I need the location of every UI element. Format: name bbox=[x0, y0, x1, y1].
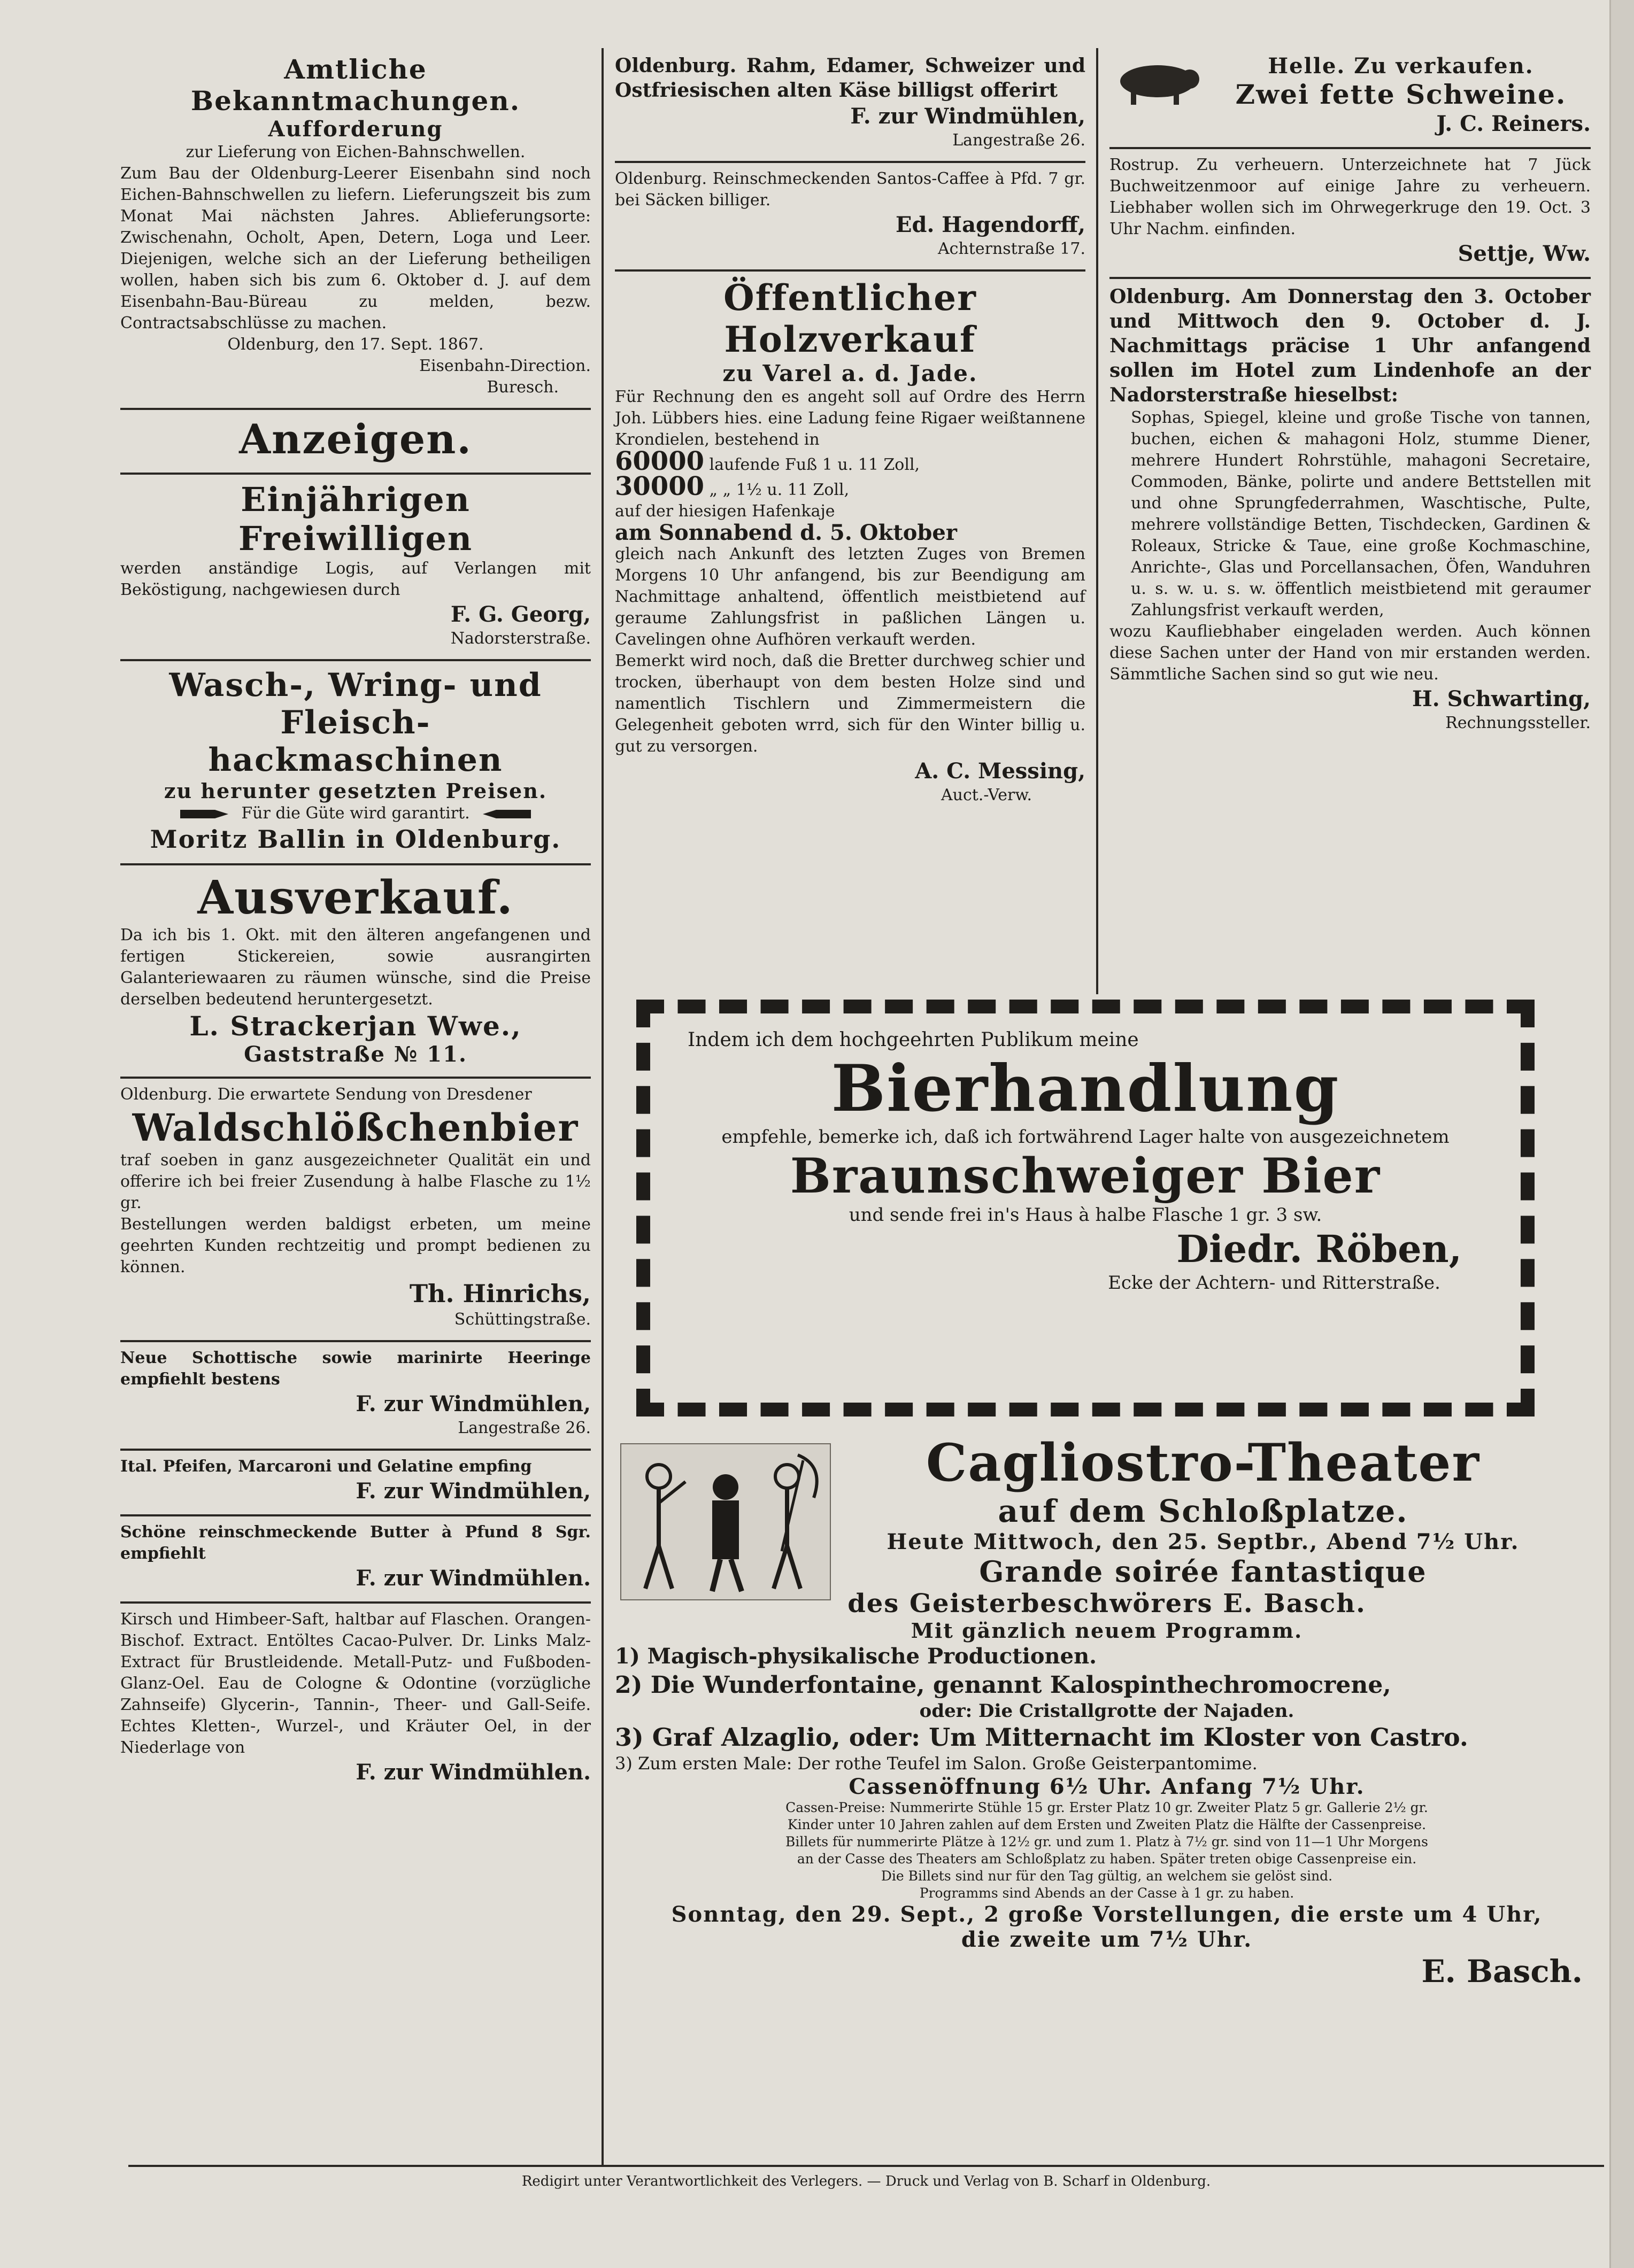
subtitle: Grande soirée fantastique bbox=[979, 1554, 1427, 1589]
text: traf soeben in ganz ausgezeichneter Qualität ein und offerire ich bei freier Zusendung à halbe Flasche zu 1½ gr. bbox=[120, 1151, 591, 1212]
advertiser: L. Strackerjan Wwe., bbox=[189, 1010, 522, 1042]
butter-ad bbox=[120, 1516, 591, 1604]
program-item: 3) Zum ersten Male: Der rothe Teufel im Salon. Große Geisterpantomime. bbox=[615, 1753, 1258, 1774]
bierhandlung-ad-frame bbox=[636, 1000, 1535, 1416]
text: Bemerkt wird noch, daß die Bretter durchweg schier und trocken, überhaupt von dem besten Holze sind und namentlich Tischlern und Zimmermeistern die Gelegenheit geboten wrrd, sich für den Winter billig u. gut zu versorgen. bbox=[615, 652, 1085, 756]
text: Oldenburg. Reinschmeckenden Santos-Caffee à Pfd. 7 gr. bei Säcken billiger. bbox=[615, 169, 1085, 210]
advertiser: Settje, Ww. bbox=[1458, 241, 1591, 266]
text: Billets für nummerirte Plätze à 12½ gr. und zum 1. Platz à 7½ gr. sind von 11—1 Uhr Morgens bbox=[785, 1834, 1428, 1849]
prices: Cassen-Preise: Nummerirte Stühle 15 gr. Erster Platz 10 gr. Zweiter Platz 5 gr. Gallerie 2½ gr. bbox=[785, 1800, 1428, 1815]
pfeifen-ad bbox=[120, 1451, 591, 1516]
text: Indem ich dem hochgeehrten Publikum meine bbox=[688, 1029, 1139, 1051]
text: Sonntag, den 29. Sept., 2 große Vorstellungen, die erste um 4 Uhr, bbox=[671, 1902, 1543, 1927]
text: Oldenburg. Rahm, Edamer, Schweizer und Ostfriesischen alten Käse billigst offerirt bbox=[615, 55, 1085, 102]
program-item: 2) Die Wunderfontaine, genannt Kalospinthechromocrene, bbox=[615, 1671, 1391, 1699]
text: empfehle, bemerke ich, daß ich fortwährend Lager halte von ausgezeichnetem bbox=[721, 1126, 1450, 1148]
text: zur Lieferung von Eichen-Bahnschwellen. bbox=[186, 143, 526, 161]
text: Da ich bis 1. Okt. mit den älteren angefangenen und fertigen Stickereien, sowie ausrangirten Galanteriewaaren zu räumen wünsche, sind die Preise derselben bedeutend heruntergesetzt. bbox=[120, 926, 591, 1009]
text: Oldenburg. Die erwartete Sendung von Dresdener bbox=[120, 1085, 532, 1104]
page-edge bbox=[1609, 0, 1634, 2268]
auktion-ad bbox=[1109, 279, 1591, 744]
program-item: 3) Graf Alzaglio, oder: Um Mitternacht im Kloster von Castro. bbox=[615, 1723, 1468, 1752]
advertiser: F. zur Windmühlen, bbox=[850, 104, 1085, 129]
anzeigen-header bbox=[120, 410, 591, 475]
advertiser: A. C. Messing, bbox=[915, 758, 1085, 784]
role: Rechnungssteller. bbox=[1445, 714, 1591, 732]
ad-title: hackmaschinen bbox=[208, 741, 503, 779]
text: Programms sind Abends an der Casse à 1 gr. zu haben. bbox=[919, 1885, 1294, 1901]
subtitle: zu Varel a. d. Jade. bbox=[722, 360, 978, 386]
text: laufende Fuß 1 u. 11 Zoll, bbox=[709, 455, 920, 474]
pig-icon bbox=[1109, 59, 1206, 107]
ad-title: Bierhandlung bbox=[831, 1051, 1340, 1126]
ad-title: Waldschlößchenbier bbox=[132, 1105, 579, 1150]
text: Ital. Pfeifen, Marcaroni und Gelatine empfing bbox=[120, 1457, 532, 1476]
signature: Buresch. bbox=[487, 378, 559, 397]
text: Für die Güte wird garantirt. bbox=[241, 804, 470, 823]
address: Langestraße 26. bbox=[458, 1419, 591, 1437]
moor-ad bbox=[1109, 149, 1591, 279]
pointing-hand-icon bbox=[178, 803, 236, 825]
text: auf der hiesigen Hafenkaje bbox=[615, 502, 835, 521]
text: Bestellungen werden baldigst erbeten, um meine geehrten Kunden rechtzeitig und prompt bedienen zu können. bbox=[120, 1215, 591, 1276]
ad-title: Einjährigen Freiwilligen bbox=[238, 480, 473, 558]
text: und sende frei in's Haus à halbe Flasche 1 gr. 3 sw. bbox=[849, 1204, 1322, 1226]
waldschloesschen-ad bbox=[120, 1079, 591, 1342]
address: Gaststraße № 11. bbox=[244, 1042, 467, 1067]
subtitle: zu herunter gesetzten Preisen. bbox=[164, 779, 548, 803]
column-rule bbox=[602, 48, 604, 994]
address: Ecke der Achtern- und Ritterstraße. bbox=[1108, 1272, 1440, 1294]
text: des Geisterbeschwörers E. Basch. bbox=[847, 1589, 1366, 1619]
quantity: 30000 bbox=[615, 471, 704, 501]
section-title: Anzeigen. bbox=[239, 415, 472, 463]
text: Sophas, Spiegel, kleine und große Tische von tannen, buchen, eichen & mahagoni Holz, stumme Diener, mehrere Hundert Rohrstühle, mahagoni Secretaire, Commoden, Bänke, polirte und andere Bettstellen mit und ohne Sprungfederrahmen, Waschtische, Pulte, mehrere vollständige Betten, Tischdecken, Gardinen & Roleaux, Stricke & Taue, eine große Kochmaschine, Anrichte-, Glas und Porcellansachen, Öfen, Wanduhren u. s. w. u. s. w. öffentlich meistbietend mit geraumer Zahlungsfrist verkauft werden, bbox=[1131, 408, 1591, 620]
column-3 bbox=[1109, 48, 1591, 744]
ad-title: Wasch-, Wring- und Fleisch- bbox=[169, 667, 542, 741]
text: Neue Schottische sowie marinirte Heeringe empfiehlt bestens bbox=[120, 1349, 591, 1389]
pointing-hand-icon bbox=[475, 803, 534, 825]
caffee-ad bbox=[615, 163, 1085, 272]
text: Die Billets sind nur für den Tag gültig, an welchem sie gelöst sind. bbox=[881, 1868, 1333, 1884]
advertiser: E. Basch. bbox=[1421, 1953, 1583, 1990]
text: werden anständige Logis, auf Verlangen mit Beköstigung, nachgewiesen durch bbox=[120, 559, 591, 599]
wasch-ad bbox=[120, 661, 591, 865]
advertiser: F. G. Georg, bbox=[450, 602, 591, 627]
text: Schöne reinschmeckende Butter à Pfund 8 Sgr. empfiehlt bbox=[120, 1523, 591, 1563]
column-2 bbox=[615, 48, 1085, 816]
advertiser: Diedr. Röben, bbox=[1176, 1227, 1462, 1271]
text: Für Rechnung den es angeht soll auf Ordre des Herrn Joh. Lübbers hies. eine Ladung feine Rigaer weißtannene Krondielen, bestehend in bbox=[615, 388, 1085, 449]
program-item: oder: Die Cristallgrotte der Najaden. bbox=[919, 1700, 1294, 1722]
address: Langestraße 26. bbox=[952, 131, 1085, 150]
date: am Sonnabend d. 5. Oktober bbox=[615, 520, 957, 545]
imprint-footer: Redigirt unter Verantwortlichkeit des Verlegers. — Druck und Verlag von B. Scharf in Oldenburg. bbox=[128, 2165, 1604, 2189]
text: gleich nach Ankunft des letzten Zuges von Bremen Morgens 10 Uhr anfangend, bis zur Beendigung am Nachmittage anhaltend, öffentlich meistbietend auf geraume Zahlungsfrist in paßlichen Längen u. Cavelingen ohne Aufhören verkauft werden. bbox=[615, 545, 1085, 649]
kaese-ad bbox=[615, 48, 1085, 163]
subheading: Aufforderung bbox=[268, 117, 443, 142]
column-rule bbox=[1096, 48, 1098, 994]
quantity: 60000 bbox=[615, 446, 704, 476]
column-rule bbox=[602, 994, 604, 2165]
saft-ad bbox=[120, 1604, 591, 1795]
guarantee-line bbox=[120, 803, 591, 825]
ad-title: Zwei fette Schweine. bbox=[1235, 79, 1567, 110]
advertiser: F. zur Windmühlen, bbox=[356, 1391, 591, 1416]
date: Oldenburg, den 17. Sept. 1867. bbox=[227, 335, 484, 354]
amtlich-notice bbox=[120, 48, 591, 410]
bierhandlung-ad bbox=[666, 1029, 1505, 1387]
holzverkauf-ad bbox=[615, 272, 1085, 816]
text: „ „ 1½ u. 11 Zoll, bbox=[709, 481, 850, 499]
freiwillige-ad bbox=[120, 475, 591, 661]
ad-title: Öffentlicher Holzverkauf bbox=[723, 277, 977, 360]
cagliostro-theater-ad bbox=[615, 1433, 1599, 1991]
text: Zum Bau der Oldenburg-Leerer Eisenbahn sind noch Eichen-Bahnschwellen zu liefern. Lieferungszeit bis zum Monat Mai nächsten Jahres. Ablieferungsorte: Zwischenahn, Ocholt, Apen, Detern, Loga und Leer. Diejenigen, welche sich an der Lieferung betheiligen wollen, haben sich bis zum 6. Oktober d. J. auf dem Eisenbahn-Bau-Büreau zu melden, bezw. Contractsabschlüsse zu machen. bbox=[120, 164, 591, 332]
text: die zweite um 7½ Uhr. bbox=[961, 1927, 1253, 1952]
text: Helle. Zu verkaufen. bbox=[1268, 53, 1534, 79]
date: Heute Mittwoch, den 25. Septbr., Abend 7½ Uhr. bbox=[887, 1529, 1520, 1554]
advertiser: F. zur Windmühlen. bbox=[356, 1760, 591, 1785]
text: Kinder unter 10 Jahren zahlen auf dem Ersten und Zweiten Platz die Hälfte der Cassenpreise. bbox=[787, 1817, 1427, 1832]
advertiser: F. zur Windmühlen. bbox=[356, 1566, 591, 1591]
text: wozu Kaufliebhaber eingeladen werden. Auch können diese Sachen unter der Hand von mir erstanden werden. Sämmtliche Sachen sind so gut wie neu. bbox=[1109, 622, 1591, 684]
text: Rostrup. Zu verheuern. Unterzeichnete hat 7 Jück Buchweitzenmoor auf einige Jahre zu verheuern. Liebhaber wollen sich im Ohrwegerkruge den 19. Oct. 3 Uhr Nachm. einfinden. bbox=[1109, 156, 1591, 238]
advertiser: J. C. Reiners. bbox=[1436, 111, 1591, 136]
advertiser: Moritz Ballin in Oldenburg. bbox=[150, 825, 561, 854]
subtitle: auf dem Schloßplatze. bbox=[998, 1493, 1408, 1529]
role: Auct.-Verw. bbox=[941, 786, 1032, 804]
advertiser: Th. Hinrichs, bbox=[409, 1279, 591, 1308]
program-item: 1) Magisch-physikalische Productionen. bbox=[615, 1644, 1097, 1669]
heringe-ad bbox=[120, 1342, 591, 1451]
quantity-line bbox=[615, 471, 1085, 501]
address: Schüttingstraße. bbox=[454, 1310, 591, 1329]
text: an der Casse des Theaters am Schloßplatz zu haben. Später treten obige Cassenpreise ein. bbox=[797, 1851, 1417, 1867]
ad-title: Cagliostro-Theater bbox=[926, 1433, 1481, 1493]
text: Kirsch und Himbeer-Saft, haltbar auf Flaschen. Orangen-Bischof. Extract. Entöltes Cacao-Pulver. Dr. Links Malz-Extract für Brustleidende. Metall-Putz- und Fußboden-Glanz-Oel. Eau de Cologne & Odontine (vorzügliche Zahnseife) Glycerin-, Tannin-, Theer- und Gall-Seife. Echtes Kletten-, Wurzel-, und Kräuter Oel, in der Niederlage von bbox=[120, 1610, 591, 1757]
advertiser: F. zur Windmühlen, bbox=[356, 1479, 591, 1504]
text: Mit gänzlich neuem Programm. bbox=[911, 1619, 1303, 1643]
ad-title: Ausverkauf. bbox=[197, 871, 514, 925]
address: Nadorsterstraße. bbox=[450, 629, 591, 648]
column-1 bbox=[120, 48, 591, 1795]
heading: Amtliche Bekanntmachungen. bbox=[190, 53, 521, 117]
advertiser: H. Schwarting, bbox=[1412, 686, 1591, 711]
text: Oldenburg. Am Donnerstag den 3. October und Mittwoch den 9. October d. J. Nachmittags präcise 1 Uhr anfangend sollen im Hotel zum Lindenhofe an der Nadorsterstraße hieselbst: bbox=[1109, 285, 1591, 406]
ausverkauf-ad bbox=[120, 865, 591, 1079]
signature: Eisenbahn-Direction. bbox=[419, 357, 591, 375]
ad-title: Braunschweiger Bier bbox=[790, 1148, 1381, 1204]
opening-times: Cassenöffnung 6½ Uhr. Anfang 7½ Uhr. bbox=[849, 1774, 1365, 1799]
address: Achternstraße 17. bbox=[938, 239, 1085, 258]
schweine-ad bbox=[1109, 48, 1591, 149]
advertiser: Ed. Hagendorff, bbox=[896, 212, 1085, 237]
